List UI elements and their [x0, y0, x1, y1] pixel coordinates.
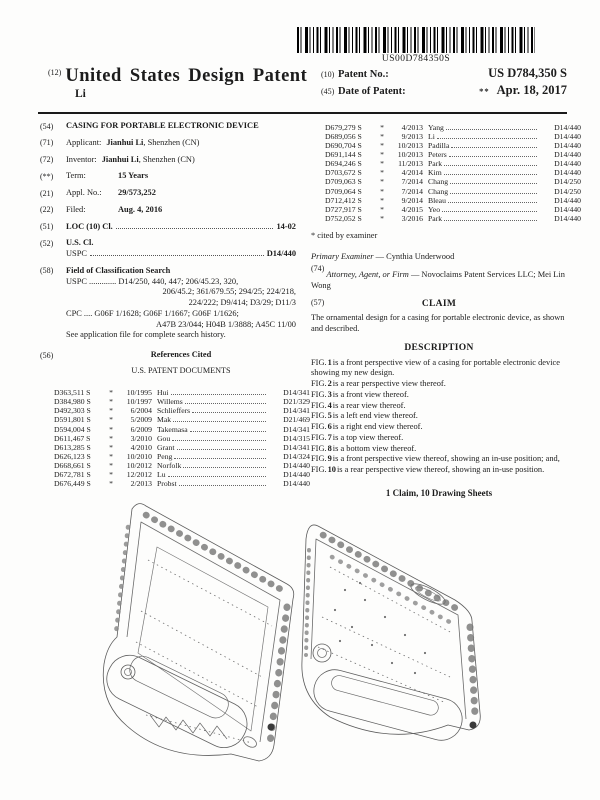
- cited-by-examiner-star: *: [380, 213, 384, 223]
- reference-date: 3/2010: [130, 433, 152, 443]
- cited-by-examiner-star: *: [109, 433, 113, 443]
- fig-text: is a rear view thereof.: [332, 400, 406, 410]
- section-term: [40, 171, 296, 182]
- reference-class: D14/341: [283, 442, 310, 452]
- fig-prefix: FIG.: [311, 357, 327, 367]
- fig-number: 5: [327, 411, 332, 421]
- dotted-leader: [192, 412, 266, 413]
- section-us-cl-52: [40, 238, 296, 260]
- reference-name: Peters: [428, 150, 447, 160]
- patent-date: Apr. 18, 2017: [496, 83, 567, 97]
- term-label: Term:: [66, 171, 86, 181]
- reference-row: [325, 123, 581, 132]
- figure-description-line: [311, 390, 567, 401]
- reference-class: D21/329: [283, 397, 310, 407]
- dotted-leader: [450, 193, 537, 194]
- reference-number: D694,246 S: [325, 159, 362, 169]
- reference-class: D14/440: [554, 141, 581, 151]
- reference-number: D703,672 S: [325, 168, 362, 178]
- attorney-line: [311, 264, 567, 292]
- us-patent-documents-subtitle: U.S. PATENT DOCUMENTS: [131, 365, 231, 375]
- cited-by-examiner-star: *: [380, 123, 384, 132]
- reference-class: D14/440: [283, 479, 310, 489]
- field-cpc-line: A47B 23/044; H04B 1/3888; A45C 11/00: [156, 319, 296, 329]
- reference-class: D14/440: [554, 195, 581, 205]
- cited-by-examiner-star: *: [109, 415, 113, 425]
- inventor-label: Inventor:: [66, 154, 97, 164]
- appl-no-label: Appl. No.:: [66, 188, 102, 197]
- figure-description-line: [311, 358, 567, 380]
- cited-by-examiner-star: *: [380, 168, 384, 178]
- reference-row: [325, 196, 581, 205]
- dotted-leader: [449, 156, 537, 157]
- header-divider: [38, 112, 567, 114]
- loc-label: LOC (10) Cl.: [66, 221, 113, 231]
- reference-number: D613,285 S: [54, 442, 91, 452]
- attorney-label: Attorney, Agent, or Firm: [326, 270, 409, 280]
- reference-class: D14/440: [554, 168, 581, 178]
- claims-sheets-note: 1 Claim, 10 Drawing Sheets: [385, 487, 493, 498]
- figure-description-line: [311, 401, 567, 412]
- field-code-12: (12): [48, 68, 62, 77]
- reference-name: Padilla: [428, 141, 450, 151]
- fig-text: is a front perspective view thereof, showing an in-use position; and,: [332, 454, 560, 464]
- reference-name: Kim: [428, 168, 442, 178]
- fig-prefix: FIG.: [311, 379, 327, 389]
- reference-class: D14/440: [554, 213, 581, 223]
- reference-name: Chang: [428, 186, 449, 196]
- field-code-71: (71): [40, 138, 54, 148]
- uspc-value: D14/440: [266, 249, 296, 258]
- reference-class: D14/250: [554, 177, 581, 187]
- reference-name: Lu: [157, 469, 166, 479]
- figure-rear-perspective: [302, 525, 480, 745]
- section-filed-22: [40, 205, 296, 216]
- applicant-location: , Shenzhen (CN): [143, 137, 200, 147]
- reference-number: D594,004 S: [54, 424, 91, 434]
- reference-class: D14/341: [283, 406, 310, 416]
- cited-by-examiner-star: *: [109, 388, 113, 398]
- rear-face-dots: [334, 582, 426, 674]
- reference-name: Park: [428, 159, 443, 169]
- dotted-leader: [177, 449, 266, 450]
- cited-by-examiner-star: *: [109, 397, 113, 407]
- cited-by-examiner-star: *: [109, 406, 113, 416]
- cited-by-examiner-star: *: [109, 469, 113, 479]
- dotted-leader: [444, 165, 537, 166]
- field-uspc-line: 206/45.2; 361/679.55; 294/25; 224/218,: [162, 287, 296, 297]
- dotted-leader: [183, 467, 266, 468]
- dotted-leader: [444, 174, 537, 175]
- figure-descriptions: [311, 358, 567, 476]
- section-appl-no-21: [40, 188, 296, 199]
- field-code-45: (45): [321, 87, 335, 96]
- cited-by-examiner-star: *: [380, 177, 384, 187]
- reference-row: [325, 205, 581, 214]
- reference-number: D690,704 S: [325, 141, 362, 151]
- fig-text: is a bottom view thereof.: [332, 443, 417, 453]
- reference-name: Takemasa: [157, 424, 188, 434]
- reference-name: Yang: [428, 123, 444, 132]
- cited-by-examiner-star: *: [380, 204, 384, 214]
- term-extension-stars: **: [479, 86, 490, 96]
- cited-by-examiner-star: *: [380, 186, 384, 196]
- section-applicant-71: [40, 138, 296, 149]
- fig-number: 2: [327, 379, 332, 389]
- reference-date: 2/2013: [130, 479, 152, 489]
- field-code-57: (57): [311, 298, 325, 308]
- dotted-leader: [190, 431, 266, 432]
- us-cl-label: U.S. Cl.: [66, 238, 94, 248]
- applicant-name: Jianhui Li: [106, 137, 144, 147]
- fig-number: 6: [327, 422, 332, 432]
- reference-class: D14/250: [554, 186, 581, 196]
- fig-prefix: FIG.: [311, 422, 327, 432]
- field-code-22: (22): [40, 205, 54, 215]
- reference-class: D14/440: [283, 460, 310, 470]
- claim-text: The ornamental design for a casing for portable electronic device, as shown and described.: [311, 313, 565, 333]
- reference-number: D691,144 S: [325, 150, 362, 160]
- barcode-block: [296, 27, 536, 64]
- dotted-leader: [173, 421, 266, 422]
- field-code-10: (10): [321, 70, 335, 79]
- field-code-56: (56): [40, 350, 54, 360]
- patent-date-value: [479, 83, 567, 98]
- reference-date: 11/2013: [398, 159, 423, 169]
- inventor-location: , Shenzhen (CN): [138, 154, 195, 164]
- primary-examiner-name: — Cynthia Underwood: [375, 251, 455, 261]
- claim-heading-row: [311, 298, 567, 310]
- reference-class: D14/341: [283, 424, 310, 434]
- reference-date: 9/2013: [401, 132, 423, 142]
- reference-row: [325, 187, 581, 196]
- dotted-leader: [444, 220, 537, 221]
- field-code-52: (52): [40, 238, 54, 248]
- cited-by-examiner-star: *: [109, 479, 113, 489]
- barcode-number: US00D784350S: [381, 54, 451, 64]
- claim-title: CLAIM: [421, 298, 457, 309]
- reference-number: D679,279 S: [325, 123, 362, 132]
- spacer: [541, 298, 567, 310]
- reference-class: D14/440: [554, 159, 581, 169]
- fig-number: 9: [327, 454, 332, 464]
- cited-by-examiner-star: *: [380, 132, 384, 142]
- dotted-leader: [185, 403, 266, 404]
- inventor-surname: Li: [75, 88, 86, 100]
- reference-date: 7/2014: [401, 186, 423, 196]
- dotted-leader: [450, 183, 537, 184]
- field-code-54: (54): [40, 121, 54, 131]
- primary-examiner-label: Primary Examiner: [311, 251, 374, 261]
- dotted-leader: [171, 394, 266, 395]
- filed-label: Filed:: [66, 204, 86, 214]
- reference-name: Peng: [157, 451, 173, 461]
- section-loc-51: [40, 222, 296, 233]
- attorney-name: — Novoclaims Patent Services LLC; Mei Lin Wong: [311, 270, 565, 291]
- reference-class: D14/440: [554, 150, 581, 160]
- patent-number-row: [321, 66, 567, 81]
- reference-date: 4/2010: [130, 442, 152, 452]
- fig-number: 10: [327, 465, 336, 475]
- reference-date: 7/2014: [401, 177, 423, 187]
- loc-value: 14-02: [276, 221, 296, 231]
- barcode-image: [297, 27, 535, 53]
- dotted-leader: [179, 485, 266, 486]
- cited-by-examiner-star: *: [109, 460, 113, 470]
- applicant-label: Applicant:: [66, 137, 102, 147]
- reference-row: [54, 397, 310, 406]
- dotted-leader: [172, 440, 266, 441]
- reference-name: Park: [428, 213, 443, 223]
- field-uspc-line: 224/222; D9/414; D3/29; D11/3: [188, 298, 296, 307]
- figure-description-line: [311, 465, 567, 476]
- fig-number: 7: [327, 432, 332, 442]
- patent-drawing-figures: [0, 495, 600, 800]
- dotted-leader: [437, 138, 537, 139]
- reference-date: 6/2004: [130, 406, 152, 416]
- reference-row: [325, 214, 581, 223]
- dotted-leader: [168, 476, 266, 477]
- patent-header: [40, 66, 567, 100]
- reference-class: D14/440: [554, 132, 581, 142]
- figure-description-line: [311, 379, 567, 390]
- primary-examiner-line: [311, 252, 567, 263]
- reference-date: 3/2016: [401, 213, 423, 223]
- page-title: United States Design Patent: [65, 66, 308, 86]
- reference-number: D712,412 S: [325, 195, 362, 205]
- figure-description-line: [311, 433, 567, 444]
- cited-by-examiner-star: *: [109, 451, 113, 461]
- reference-name: Chang: [428, 177, 449, 187]
- reference-date: 6/2009: [130, 424, 152, 434]
- reference-date: 10/1995: [126, 388, 152, 398]
- reference-class: D14/440: [554, 204, 581, 214]
- figure-description-line: [311, 422, 567, 433]
- reference-number: D727,917 S: [325, 204, 362, 214]
- fig-text: is a front perspective view of a casing for portable electronic device showing my new design.: [311, 357, 560, 378]
- reference-name: Gou: [157, 433, 171, 443]
- reference-date: 4/2013: [401, 123, 423, 132]
- reference-number: D668,661 S: [54, 460, 91, 470]
- reference-number: D626,123 S: [54, 451, 91, 461]
- reference-class: D14/324: [283, 451, 310, 461]
- field-code-74: (74): [311, 264, 325, 274]
- fig-prefix: FIG.: [311, 454, 327, 464]
- filed-value: Aug. 4, 2016: [118, 204, 163, 214]
- reference-name: Hui: [157, 388, 169, 398]
- reference-row: [54, 461, 310, 470]
- reference-name: Probst: [157, 479, 177, 489]
- reference-class: D14/440: [554, 123, 581, 132]
- reference-name: Li: [428, 132, 435, 142]
- references-table-right: [311, 123, 581, 223]
- cited-by-examiner-note: * cited by examiner: [311, 230, 378, 240]
- references-table-left: [40, 388, 310, 488]
- reference-row: [54, 470, 310, 479]
- reference-row: [325, 150, 581, 159]
- section-inventor-72: [40, 155, 296, 166]
- patent-number-label: Patent No.:: [338, 69, 389, 80]
- reference-number: D689,056 S: [325, 132, 362, 142]
- dotted-leader: [446, 129, 537, 130]
- reference-name: Yeo: [428, 204, 441, 214]
- reference-number: D591,801 S: [54, 415, 91, 425]
- reference-name: Norfolk: [157, 460, 182, 470]
- field-cpc-line: CPC .... G06F 1/1628; G06F 1/1667; G06F 1/1626;: [66, 308, 239, 318]
- fig-text: is a rear perspective view thereof, showing an in-use position.: [336, 465, 545, 475]
- cited-by-examiner-star: *: [380, 159, 384, 169]
- search-history-note: See application file for complete search history.: [66, 330, 226, 340]
- dotted-leader: [116, 228, 274, 229]
- reference-class: D14/440: [283, 469, 310, 479]
- appl-no-value: 29/573,252: [118, 188, 156, 197]
- fig-number: 3: [327, 389, 332, 399]
- cited-by-examiner-star: *: [380, 195, 384, 205]
- field-code-72: (72): [40, 155, 54, 164]
- inventor-name: Jianhui Li: [101, 154, 139, 164]
- field-code-term: (**): [40, 171, 54, 181]
- reference-class: D14/341: [283, 388, 310, 398]
- reference-number: D384,980 S: [54, 397, 91, 407]
- reference-row: [54, 425, 310, 434]
- section-references-56: [40, 350, 296, 382]
- reference-class: D21/469: [283, 415, 310, 425]
- reference-name: Mak: [157, 415, 172, 425]
- reference-name: Schlieffers: [157, 406, 191, 416]
- cited-by-examiner-star: *: [380, 150, 384, 160]
- section-title-54: [40, 121, 296, 132]
- field-uspc-line: USPC ............. D14/250, 440, 447; 206/45.23, 320,: [66, 276, 239, 286]
- reference-number: D492,303 S: [54, 406, 91, 416]
- figure-description-line: [311, 454, 567, 465]
- reference-row: [54, 434, 310, 443]
- header-title-block: [40, 66, 307, 100]
- fig-number: 1: [327, 357, 332, 367]
- figure-description-line: [311, 411, 567, 422]
- reference-row: [325, 168, 581, 177]
- term-value: 15 Years: [118, 171, 149, 181]
- patent-date-label: Date of Patent:: [338, 86, 406, 97]
- reference-number: D709,063 S: [325, 177, 362, 187]
- reference-class: D14/315: [283, 433, 310, 443]
- reference-date: 12/2012: [126, 469, 152, 479]
- field-code-58: (58): [40, 266, 54, 276]
- reference-row: [54, 406, 310, 415]
- reference-date: 10/2010: [126, 451, 152, 461]
- reference-date: 10/1997: [126, 397, 152, 407]
- reference-row: [325, 141, 581, 150]
- fig-text: is a left end view thereof.: [332, 411, 418, 421]
- fig-text: is a top view thereof.: [332, 432, 404, 442]
- fig-prefix: FIG.: [311, 400, 327, 410]
- reference-date: 4/2014: [401, 168, 423, 178]
- fig-prefix: FIG.: [311, 432, 327, 442]
- section-field-of-search-58: [40, 266, 296, 341]
- dotted-leader: [442, 211, 537, 212]
- reference-row: [54, 452, 310, 461]
- cited-by-examiner-star: *: [380, 141, 384, 151]
- invention-title: CASING FOR PORTABLE ELECTRONIC DEVICE: [66, 121, 259, 130]
- dotted-leader: [451, 147, 537, 148]
- reference-number: D611,467 S: [54, 433, 91, 443]
- figure-front-perspective: [99, 504, 293, 761]
- reference-number: D672,781 S: [54, 469, 91, 479]
- left-column: [40, 121, 310, 499]
- reference-date: 10/2013: [397, 141, 423, 151]
- patent-date-row: [321, 83, 567, 98]
- dotted-leader: [174, 458, 266, 459]
- references-cited-title: References Cited: [150, 350, 212, 359]
- reference-row: [325, 177, 581, 186]
- reference-name: Grant: [157, 442, 175, 452]
- fig-number: 8: [327, 443, 332, 453]
- reference-row: [54, 388, 310, 397]
- reference-number: D709,064 S: [325, 186, 362, 196]
- dotted-leader: [90, 255, 264, 256]
- reference-number: D363,511 S: [54, 388, 91, 398]
- cited-by-examiner-star: *: [109, 442, 113, 452]
- reference-row: [54, 479, 310, 488]
- fig-number: 4: [327, 400, 332, 410]
- cited-by-examiner-star: *: [109, 424, 113, 434]
- figure-description-line: [311, 444, 567, 455]
- fig-text: is a front view thereof.: [332, 389, 409, 399]
- field-code-21: (21): [40, 188, 54, 198]
- field-of-search-title: Field of Classification Search: [66, 265, 171, 275]
- field-code-51: (51): [40, 222, 54, 231]
- fig-text: is a rear perspective view thereof.: [332, 379, 446, 389]
- patent-number-value: US D784,350 S: [488, 66, 567, 80]
- fig-text: is a right end view thereof.: [332, 422, 423, 432]
- fig-prefix: FIG.: [311, 443, 327, 453]
- reference-date: 5/2009: [130, 415, 152, 425]
- dotted-leader: [448, 202, 537, 203]
- reference-number: D676,449 S: [54, 479, 91, 489]
- reference-row: [54, 443, 310, 452]
- reference-row: [325, 159, 581, 168]
- reference-date: 10/2012: [126, 460, 152, 470]
- fig-prefix: FIG.: [311, 411, 327, 421]
- right-column: [311, 121, 581, 499]
- reference-number: D752,052 S: [325, 213, 362, 223]
- reference-date: 4/2015: [401, 204, 423, 214]
- reference-date: 10/2013: [397, 150, 423, 160]
- description-title: DESCRIPTION: [404, 342, 474, 353]
- reference-name: Bleau: [428, 195, 446, 205]
- bibliographic-columns: [40, 121, 581, 499]
- reference-name: Willems: [157, 397, 183, 407]
- header-patent-info: [321, 66, 567, 100]
- fig-prefix: FIG.: [311, 389, 327, 399]
- uspc-label: USPC: [66, 249, 87, 258]
- reference-date: 9/2014: [401, 195, 423, 205]
- reference-row: [54, 415, 310, 424]
- reference-row: [325, 132, 581, 141]
- fig-prefix: FIG.: [311, 465, 327, 475]
